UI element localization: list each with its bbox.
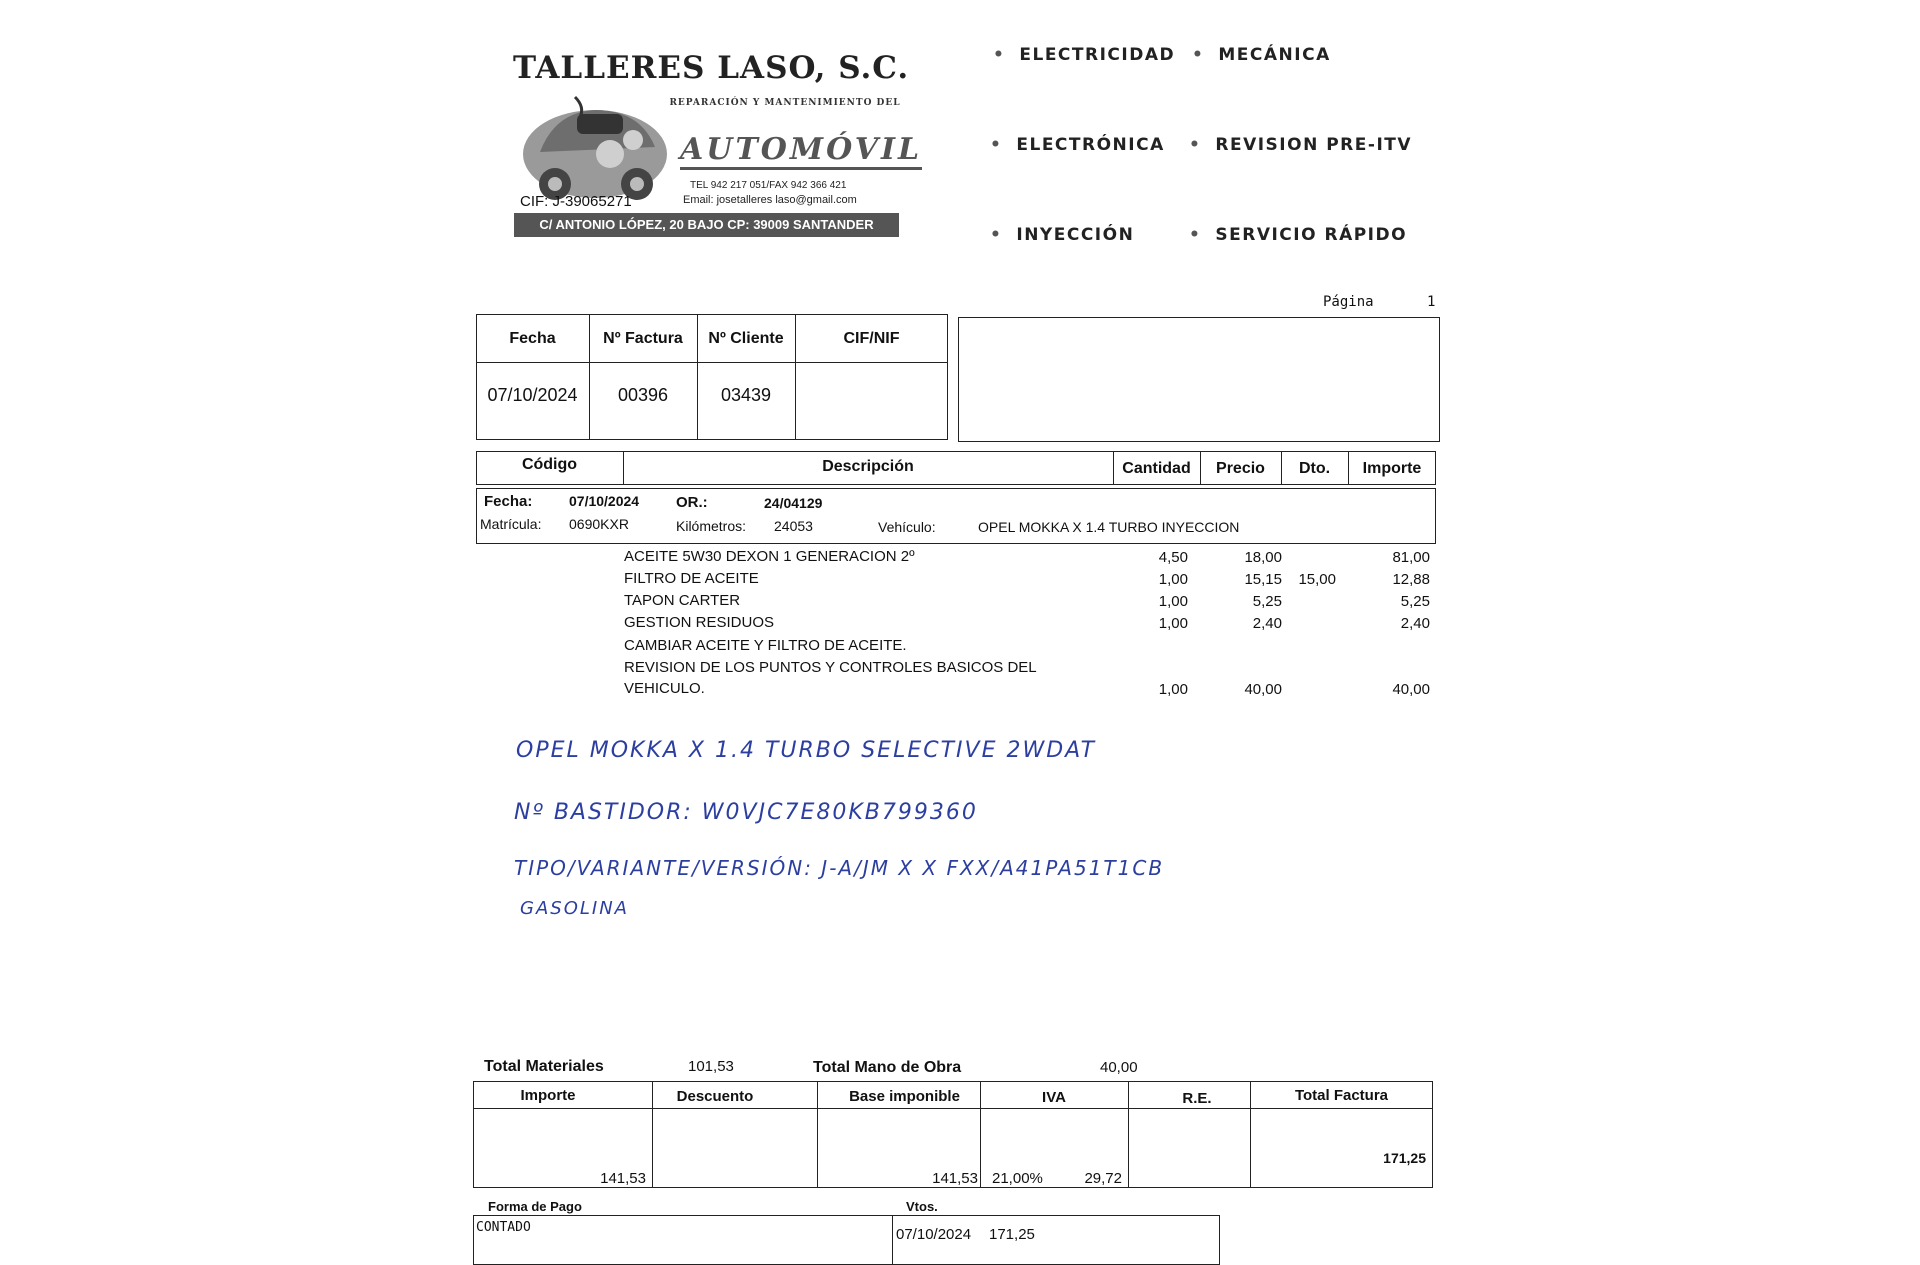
order-vehiculo: OPEL MOKKA X 1.4 TURBO INYECCION [978, 519, 1240, 535]
page-number: 1 [1427, 294, 1436, 310]
total-materiales: 101,53 [688, 1058, 734, 1075]
header-fecha: Fecha [509, 330, 556, 347]
company-cif: CIF: J-39065271 [520, 193, 632, 210]
totals-base: 141,53 [932, 1170, 978, 1187]
item-desc: GESTION RESIDUOS [624, 614, 775, 631]
item-price: 40,00 [1244, 681, 1282, 698]
item-qty: 1,00 [1158, 571, 1188, 588]
order-matricula-label: Matrícula: [480, 516, 542, 532]
total-mano-obra-label: Total Mano de Obra [813, 1059, 962, 1076]
item-price: 2,40 [1252, 615, 1282, 632]
company-phone: TEL 942 217 051/FAX 942 366 421 [690, 180, 847, 191]
item-amount: 12,88 [1392, 571, 1430, 588]
service-revision: • REVISION PRE-ITV [1189, 135, 1412, 155]
order-fecha: 07/10/2024 [569, 493, 640, 509]
total-materiales-label: Total Materiales [484, 1058, 604, 1075]
order-km-label: Kilómetros: [676, 518, 747, 534]
item-dto: 15,00 [1298, 571, 1336, 588]
totals-col-re: R.E. [1182, 1090, 1212, 1107]
company-email: Email: josetalleres laso@gmail.com [683, 194, 857, 206]
col-precio: Precio [1216, 460, 1265, 477]
payment-forma-label: Forma de Pago [488, 1199, 582, 1214]
item-qty: 1,00 [1158, 593, 1188, 610]
handwritten-line: OPEL MOKKA X 1.4 TURBO SELECTIVE 2WDAT [516, 738, 1097, 763]
order-fecha-label: Fecha: [484, 493, 533, 510]
payment-vto-amount: 171,25 [989, 1226, 1035, 1243]
totals-importe: 141,53 [600, 1170, 646, 1187]
service-inyeccion: • INYECCIÓN [990, 225, 1134, 245]
totals-col-descuento: Descuento [676, 1088, 754, 1105]
order-or: 24/04129 [764, 495, 823, 511]
header-cif: CIF/NIF [843, 330, 900, 347]
item-desc: TAPON CARTER [624, 592, 741, 609]
col-dto: Dto. [1298, 460, 1331, 477]
header-factura: Nº Factura [603, 330, 683, 347]
totals-col-iva: IVA [1042, 1089, 1066, 1106]
item-amount: 81,00 [1392, 549, 1430, 566]
company-address: C/ ANTONIO LÓPEZ, 20 BAJO CP: 39009 SANTANDER [514, 213, 899, 237]
item-amount: 40,00 [1392, 681, 1430, 698]
totals-col-base: Base imponible [849, 1088, 960, 1105]
value-factura: 00396 [617, 385, 669, 405]
item-amount: 5,25 [1400, 593, 1430, 610]
item-price: 18,00 [1244, 549, 1282, 566]
service-electricidad: • ELECTRICIDAD [993, 45, 1175, 65]
payment-vto-date: 07/10/2024 [896, 1226, 972, 1243]
item-qty: 1,00 [1158, 681, 1188, 698]
item-desc: CAMBIAR ACEITE Y FILTRO DE ACEITE. [624, 637, 907, 654]
item-desc: FILTRO DE ACEITE [624, 570, 759, 587]
totals-col-total: Total Factura [1294, 1087, 1389, 1104]
order-or-label: OR.: [676, 494, 708, 511]
car-illustration [515, 92, 675, 207]
service-mecanica: • MECÁNICA [1192, 45, 1331, 65]
col-codigo: Código [521, 456, 578, 473]
customer-address-box [958, 317, 1440, 442]
total-mano-obra: 40,00 [1100, 1059, 1138, 1076]
totals-total: 171,25 [1383, 1150, 1426, 1166]
totals-col-importe: Importe [520, 1087, 576, 1104]
handwritten-line: GASOLINA [520, 898, 629, 919]
value-fecha: 07/10/2024 [487, 385, 578, 405]
item-desc: REVISION DE LOS PUNTOS Y CONTROLES BASICOS DEL [624, 659, 1037, 676]
totals-iva-pct: 21,00% [992, 1170, 1043, 1187]
service-rapido: • SERVICIO RÁPIDO [1189, 225, 1407, 245]
item-price: 5,25 [1252, 593, 1282, 610]
company-automovil: AUTOMÓVIL [680, 132, 922, 170]
page-label: Página [1323, 294, 1374, 310]
col-descripcion: Descripción [822, 458, 914, 475]
company-name: TALLERES LASO, S.C. [513, 50, 910, 86]
item-qty: 1,00 [1158, 615, 1188, 632]
value-cliente: 03439 [720, 385, 772, 405]
item-qty: 4,50 [1158, 549, 1188, 566]
payment-forma: CONTADO [476, 1220, 531, 1235]
item-amount: 2,40 [1400, 615, 1430, 632]
col-cantidad: Cantidad [1122, 460, 1191, 477]
order-matricula: 0690KXR [569, 516, 629, 532]
col-importe: Importe [1362, 460, 1422, 477]
item-price: 15,15 [1244, 571, 1282, 588]
order-km: 24053 [774, 518, 813, 534]
company-subtitle: REPARACIÓN Y MANTENIMIENTO DEL [669, 98, 901, 108]
totals-iva: 29,72 [1084, 1170, 1122, 1187]
header-cliente: Nº Cliente [708, 330, 784, 347]
item-desc: VEHICULO. [624, 680, 705, 697]
service-electronica: • ELECTRÓNICA [990, 135, 1165, 155]
item-desc: ACEITE 5W30 DEXON 1 GENERACION 2º [624, 548, 915, 565]
handwritten-line: Nº BASTIDOR: W0VJC7E80KB799360 [514, 800, 978, 825]
handwritten-line: TIPO/VARIANTE/VERSIÓN: J-A/JM X X FXX/A41PA51T1CB [514, 856, 1165, 880]
order-vehiculo-label: Vehículo: [878, 519, 936, 535]
payment-vtos-label: Vtos. [906, 1199, 938, 1214]
